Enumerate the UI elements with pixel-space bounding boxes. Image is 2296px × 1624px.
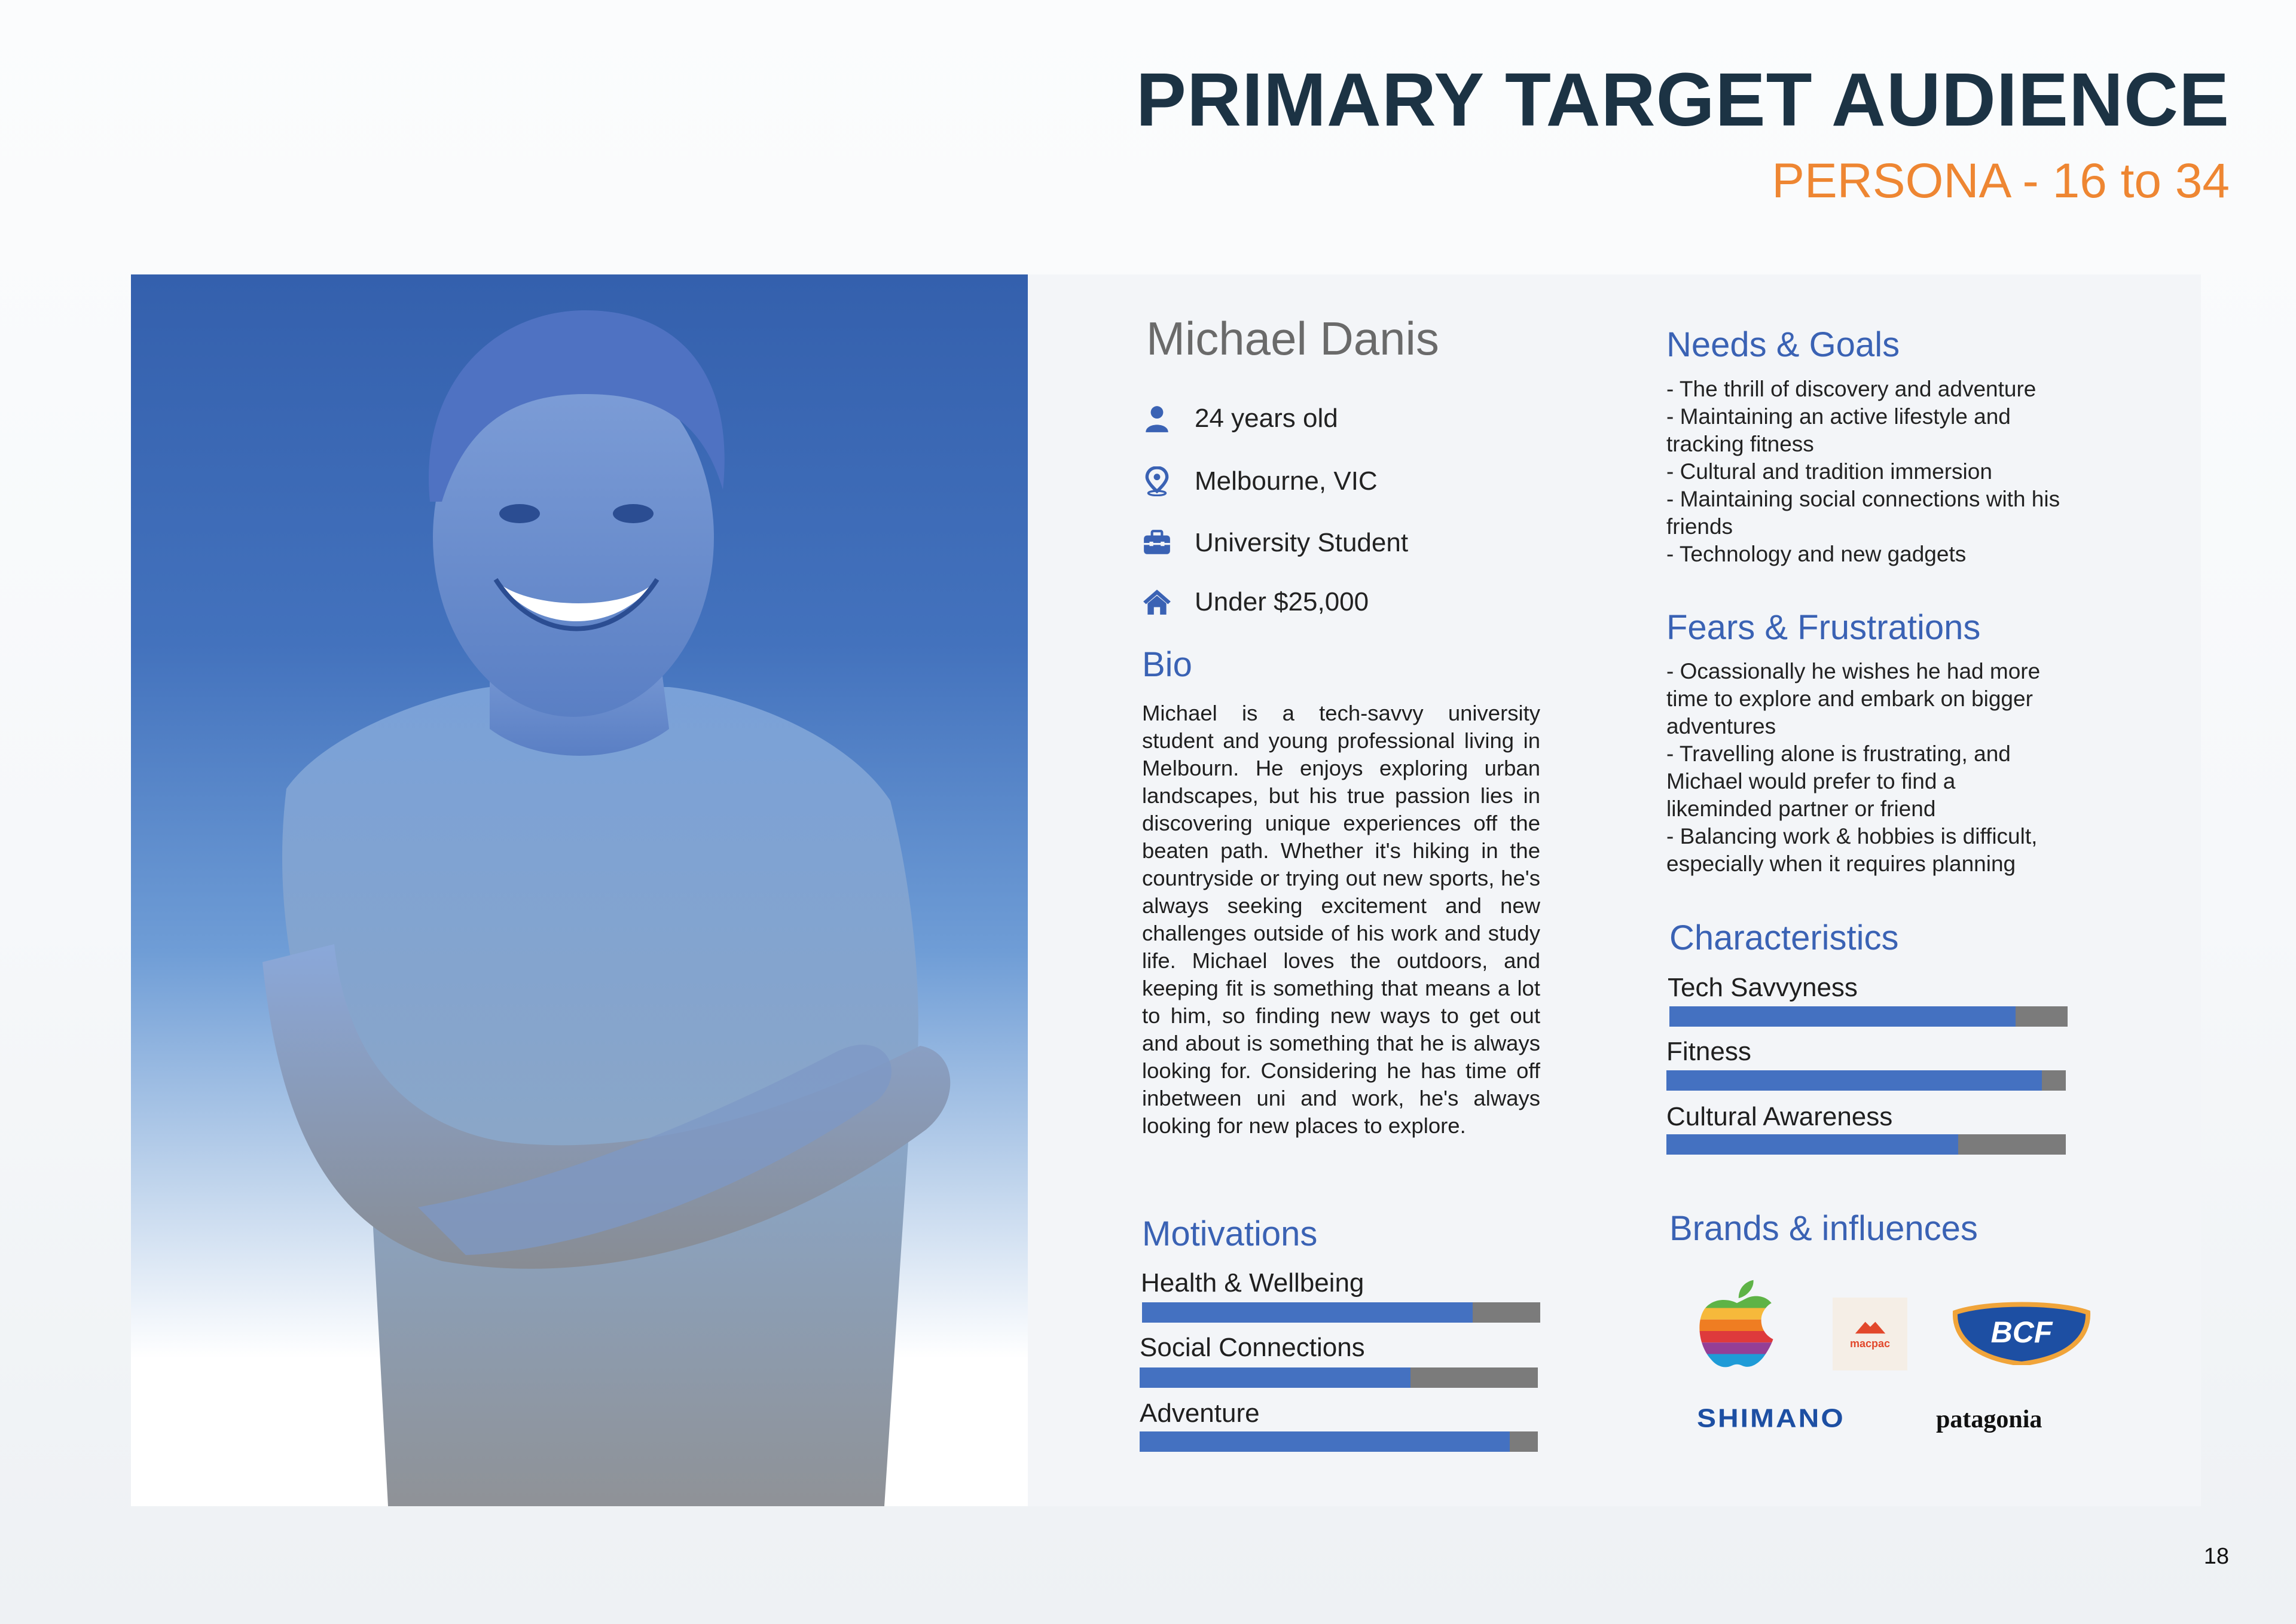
list-item: - The thrill of discovery and adventure bbox=[1666, 377, 2037, 401]
brands-heading: Brands & influences bbox=[1669, 1209, 1978, 1248]
briefcase-icon bbox=[1142, 528, 1172, 558]
detail-age-text: 24 years old bbox=[1195, 404, 1338, 433]
list-item: tracking fitness bbox=[1666, 432, 1814, 456]
detail-occupation bbox=[1142, 522, 1408, 564]
characteristic-bar-fill bbox=[1666, 1070, 2042, 1091]
characteristic-bar-fill bbox=[1669, 1006, 2016, 1027]
list-item: - Cultural and tradition immersion bbox=[1666, 459, 1992, 484]
characteristic-label: Tech Savvyness bbox=[1668, 973, 1858, 1002]
macpac-text: macpac bbox=[1849, 1337, 1891, 1350]
list-item: time to explore and embark on bigger bbox=[1666, 686, 2033, 711]
location-pin-icon bbox=[1142, 466, 1172, 496]
motivation-label: Adventure bbox=[1140, 1399, 1260, 1428]
bcf-logo bbox=[1950, 1301, 2093, 1365]
motivation-bar-fill bbox=[1142, 1302, 1473, 1323]
motivation-bar-fill bbox=[1140, 1367, 1410, 1388]
characteristic-bar bbox=[1666, 1134, 2066, 1155]
characteristic-label: Fitness bbox=[1666, 1037, 1751, 1066]
detail-age bbox=[1142, 398, 1338, 439]
characteristic-bar-fill bbox=[1666, 1134, 1958, 1155]
bio-text: Michael is a tech-savvy university student and young professional living in Melbourn. He enjoys exploring urban landscapes, but his true passion lies in discovering unique experiences off the beaten path. Whether it's hiking in the countryside or trying out new sports, he's always seeking excitement and new challenges outside of his work and study life. Michael loves the outdoors, and keeping fit is something that means a lot to him, so finding new ways to get out and about is something that he is always looking for. Considering he has time off inbetween uni and work, he's always looking for new places to explore. bbox=[1142, 701, 1540, 1138]
motivation-bar bbox=[1140, 1367, 1538, 1388]
detail-income-text: Under $25,000 bbox=[1195, 587, 1369, 616]
person-icon bbox=[1142, 404, 1172, 434]
characteristic-bar bbox=[1669, 1006, 2068, 1027]
home-icon bbox=[1142, 587, 1172, 617]
persona-name: Michael Danis bbox=[1146, 312, 1439, 365]
detail-location-text: Melbourne, VIC bbox=[1195, 466, 1378, 496]
needs-goals-heading: Needs & Goals bbox=[1666, 325, 1900, 364]
list-item: - Ocassionally he wishes he had more bbox=[1666, 659, 2041, 683]
list-item: especially when it requires planning bbox=[1666, 851, 2016, 876]
needs-goals-list bbox=[1666, 376, 2060, 568]
list-item: - Technology and new gadgets bbox=[1666, 542, 1967, 566]
motivation-bar-fill bbox=[1140, 1431, 1510, 1452]
characteristic-label: Cultural Awareness bbox=[1666, 1102, 1893, 1131]
list-item: likeminded partner or friend bbox=[1666, 796, 1936, 821]
detail-location bbox=[1142, 460, 1378, 502]
fears-list bbox=[1666, 658, 2040, 878]
persona-illustration bbox=[131, 274, 1028, 1506]
macpac-logo bbox=[1833, 1298, 1907, 1370]
characteristic-bar bbox=[1666, 1070, 2066, 1091]
motivation-label: Social Connections bbox=[1140, 1333, 1365, 1362]
patagonia-logo: patagonia bbox=[1936, 1406, 2042, 1433]
bio-heading: Bio bbox=[1142, 645, 1192, 684]
page-title: PRIMARY TARGET AUDIENCE bbox=[1135, 57, 2230, 142]
motivation-bar bbox=[1142, 1302, 1540, 1323]
bcf-text: BCF bbox=[1990, 1315, 2053, 1349]
persona-photo bbox=[131, 274, 1028, 1506]
detail-income bbox=[1142, 581, 1369, 623]
fears-heading: Fears & Frustrations bbox=[1666, 608, 1981, 647]
characteristics-heading: Characteristics bbox=[1669, 918, 1899, 957]
list-item: - Balancing work & hobbies is difficult, bbox=[1666, 824, 2038, 848]
motivation-bar bbox=[1140, 1431, 1538, 1452]
detail-occupation-text: University Student bbox=[1195, 528, 1409, 557]
shimano-logo: SHIMANO bbox=[1697, 1404, 1845, 1433]
motivation-label: Health & Wellbeing bbox=[1141, 1268, 1364, 1298]
list-item: Michael would prefer to find a bbox=[1666, 769, 1956, 793]
list-item: - Maintaining an active lifestyle and bbox=[1666, 404, 2011, 429]
list-item: friends bbox=[1666, 514, 1733, 539]
motivations-heading: Motivations bbox=[1142, 1214, 1318, 1253]
page-subtitle: PERSONA - 16 to 34 bbox=[1772, 154, 2230, 208]
mountain-icon bbox=[1854, 1318, 1887, 1335]
apple-logo bbox=[1696, 1278, 1778, 1370]
list-item: - Travelling alone is frustrating, and bbox=[1666, 741, 2011, 766]
list-item: adventures bbox=[1666, 714, 1776, 738]
list-item: - Maintaining social connections with his bbox=[1666, 487, 2060, 511]
page-number: 18 bbox=[2203, 1544, 2229, 1569]
